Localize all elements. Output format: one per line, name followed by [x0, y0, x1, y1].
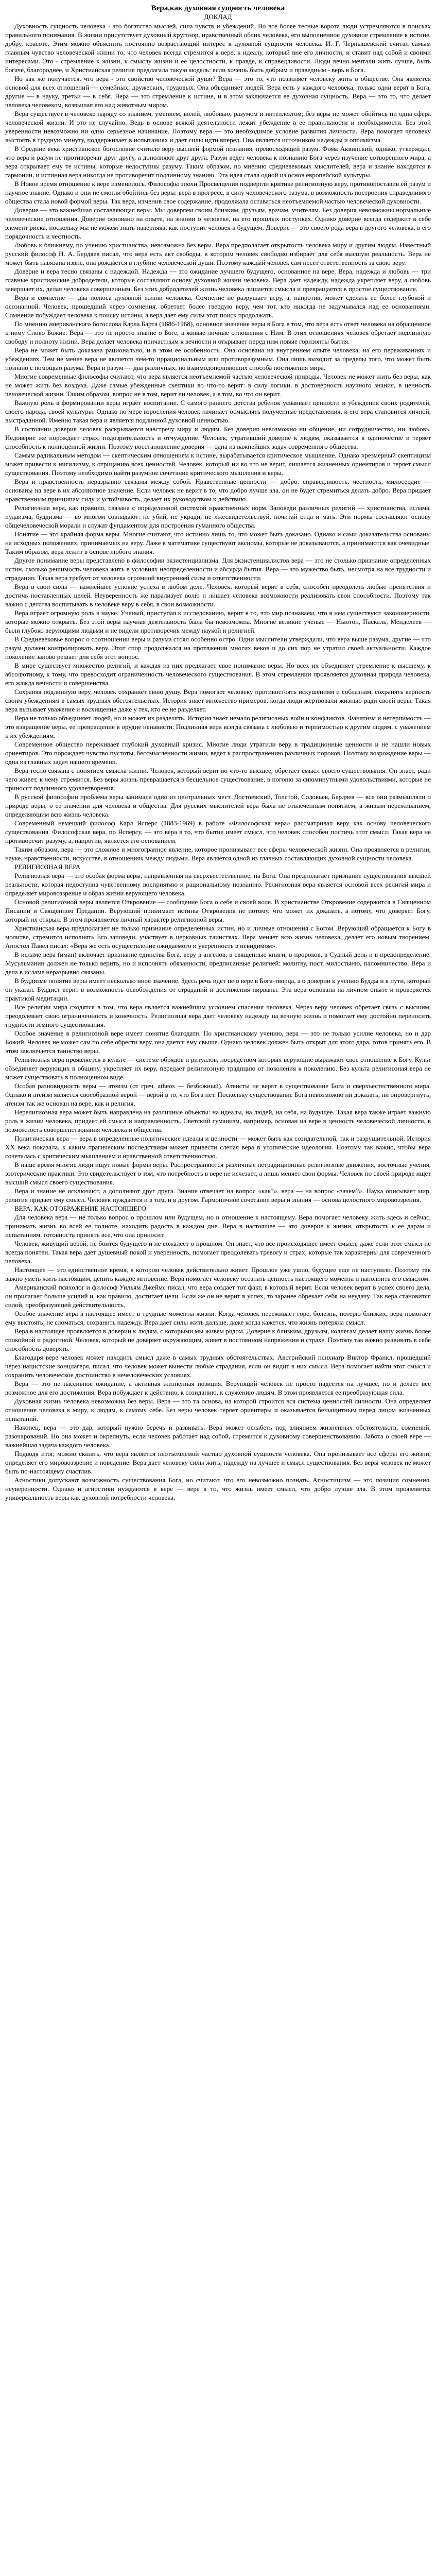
paragraph: В Новое время отношение к вере изменилось. Философы эпохи Просвещения подвергли критике религиозную веру, противопоставив ей разум и научное знание. Однако и они не смогли обойтись без веры: вера в прогресс, в силу человеческого разума, в возможность построения справедливого общества стала новой формой веры. Так вера, изменив свое содержание, продолжала оставаться неотъемлемой частью человеческой духовности.: [5, 180, 431, 205]
paragraph: Вера — это не пассивное ожидание, а активная жизненная позиция. Верующий человек не просто надеется на лучшее, но и делает все возможное для его достижения. Вера побуждает к действию, к созиданию, к служению людям. В этом проявляется ее преобразующая сила.: [5, 1380, 431, 1396]
section-heading: ВЕРА, КАК ОТОБРАЖЕНИЕ НАСТОЯЩЕГО: [14, 1205, 146, 1212]
paragraph: Основой религиозной веры является Откровение — сообщение Бога о себе и своей воле. В христианстве Откровение содержится в Священном Писании и Священном Предании. Верующий принимает истины Откровения не потому, что может их доказать, а потому, что доверяет Богу, который их открыл. В этом проявляется личный характер религиозной веры.: [5, 898, 431, 923]
paragraph: Настоящее — это единственное время, в котором человек действительно живет. Прошлое уже ушло, будущее еще не наступило. Поэтому так важно уметь жить настоящим, ценить каждое мгновение. Вера помогает человеку осознать ценность настоящего момента и наполнить его смыслом.: [5, 1266, 431, 1282]
document-subtitle: ДОКЛАД: [204, 13, 232, 21]
paragraph: Современный немецкий философ Карл Ясперс (1883-1969) в работе «Философская вера» рассматривал веру как основу человеческого существования. Философская вера, по Ясперсу, — это вера в то, что бытие имеет смысл, что человек способен постичь этот смысл. Такая вера не противоречит разуму, а, напротив, является его основанием.: [5, 819, 431, 844]
document-section: [5, 1204, 431, 1502]
paragraph: Доверие и вера тесно связаны с надеждой. Надежда — это ожидание лучшего будущего, основанное на вере. Вера, надежда и любовь — три главные христианские добродетели, которые составляют основу духовной жизни человека. Вера дает надежду, надежда укрепляет веру, а любовь завершает их, делая человека совершенным. Без этих добродетелей жизнь человека лишается смысла и превращается в простое существование.: [5, 267, 431, 293]
paragraph: Религиозная вера проявляется в культе — системе обрядов и ритуалов, посредством которых верующие выражают свое отношение к Богу. Культ объединяет верующих в общину, укрепляет их веру, передает религиозную традицию от поколения к поколению. Без культа религиозная вера не может существовать в полноценном виде.: [5, 1056, 431, 1081]
paragraph: Политическая вера — вера в определенные политические идеалы и ценности — может быть как созидательной, так и разрушительной. История XX века показала, к каким трагическим последствиям может привести слепая вера в утопические идеологии. Поэтому так важно, чтобы вера сочеталась с критическим мышлением и нравственной ответственностью.: [5, 1134, 431, 1160]
paragraph: Особое значение вера в настоящее имеет в трудные моменты жизни. Когда человек переживает горе, болезнь, потерю близких, вера помогает ему выстоять, не сломаться, сохранить надежду. Вера дает силы жить дальше, даже когда кажется, что жизнь потеряла смысл.: [5, 1310, 431, 1326]
paragraph: Таким образом, вера — это сложное и многогранное явление, которое пронизывает все сферы человеческой жизни. Она проявляется в религии, науке, нравственности, искусстве, в отношениях между людьми. Вера является одной из главных составляющих духовной сущности человека.: [5, 845, 431, 862]
paragraph: Американский психолог и философ Уильям Джеймс писал, что вера создает тот факт, в который верит. Если человек верит в успех своего дела, он прилагает больше усилий и, как правило, достигает цели. Если же он не верит в успех, то заранее обрекает себя на неудачу. Так вера становится силой, преобразующей действительность.: [5, 1283, 431, 1309]
document-section: [5, 862, 431, 1081]
paragraph: В Средние века христианское богословие считало веру высшей формой познания, превосходящей разум. Фома Аквинский, однако, утверждал, что вера и разум не противоречат друг другу, а дополняют друг друга. Разум ведет человека к познанию Бога через изучение сотворенного мира, а вера открывает ему те истины, которые недоступны разуму. Таким образом, по мнению средневековых мыслителей, вера и знание находятся в гармонии, и истинная вера никогда не противоречит подлинному знанию. Эта идея стала одной из основ европейской культуры.: [5, 145, 431, 179]
paragraph: В буддизме понятие веры имеет несколько иное значение. Здесь речь идет не о вере в Бога-творца, а о доверии к учению Будды и к пути, который он указал. Буддист верит в возможность освобождения от страданий и достижения нирваны. Эта вера основана на личном опыте и проверяется практикой медитации.: [5, 977, 431, 1002]
paragraph: Человек, живущий верой, не боится будущего и не сожалеет о прошлом. Он знает, что все происходящее имеет смысл, даже если этот смысл не всегда понятен. Такая вера дает душевный покой и уверенность, помогает преодолевать тревогу и страх, которые так характерны для современного человека.: [5, 1240, 431, 1265]
paragraph: Нерелигиозная вера может быть направлена на различные объекты: на идеалы, на людей, на себя, на будущее. Такая вера также играет важную роль в жизни человека, придает ей смысл и направленность. Светский гуманизм, например, основан на вере в ценность человеческой личности, в возможность совершенствования человека и общества.: [5, 1108, 431, 1133]
paragraph: Самым радикальным методом — скептическим отношением к истине, вырабатывается критическое мышление. Однако чрезмерный скептицизм может привести к нигилизму, к отрицанию всех ценностей. Человек, который ни во что не верит, лишается жизненных ориентиров и теряет смысл существования. Поэтому необходимо найти разумное сочетание критического мышления и веры.: [5, 451, 431, 477]
document-section: [5, 22, 431, 319]
paragraph: Современное общество переживает глубокий духовный кризис. Многие люди утратили веру в традиционные ценности и не нашли новых ориентиров. Это порождает чувство пустоты, бессмысленности жизни, ведет к распространению различных пороков. Поэтому возрождение веры — одна из главных задач нашего времени.: [5, 740, 431, 766]
paragraph: Вера и знание не исключают, а дополняют друг друга. Знание отвечает на вопрос «как?», вера — на вопрос «зачем?». Наука описывает мир, религия придает ему смысл. Человек нуждается и в том, и в другом. Гармоничное сочетание веры и знания — основа целостного мировоззрения.: [5, 1187, 431, 1204]
document-section: [5, 425, 431, 556]
paragraph: Другое понимание веры представлено в философии экзистенциализма. Для экзистенциалистов вера — это не столько признание определенных истин, сколько решимость человека жить в условиях неопределенности и абсурда бытия. Вера — это мужество быть, несмотря на все трудности и страдания. Такая вера требует от человека огромной внутренней силы и ответственности.: [5, 556, 431, 582]
paragraph: Понятие — это крайняя форма веры. Многие считают, что истинно лишь то, что может быть доказано. Однако и сами доказательства основаны на исходных положениях, принимаемых на веру. Даже в математике существуют аксиомы, которые не доказываются, а принимаются как очевидные. Таким образом, вера лежит в основе любого знания.: [5, 530, 431, 555]
paragraph: Вера в настоящее проявляется в доверии к людям, с которыми мы живем рядом. Доверие к близким, друзьям, коллегам делает нашу жизнь более спокойной и радостной. Человек, который не доверяет окружающим, живет в постоянном напряжении и страхе. Поэтому так важно развивать в себе способность доверять.: [5, 1327, 431, 1352]
paragraph: Подводя итог, можно сказать, что вера является неотъемлемой частью духовной сущности человека. Она пронизывает все сферы его жизни, определяет его мировоззрение и поведение. Вера дает человеку силы жить, надежду на лучшее и смысл существования. Без веры человек не может быть по-настоящему счастлив.: [5, 1450, 431, 1475]
paragraph: Любовь к ближнему, по учению христианства, невозможна без веры. Вера предполагает открытость человека миру и другим людям. Известный русский философ Н. А. Бердяев писал, что вера есть акт свободы, в котором человек свободно избирает для себя высшую реальность. Вера не может быть навязана извне, она рождается в глубине человеческой души. Поэтому каждый человек сам несет ответственность за свою веру.: [5, 241, 431, 266]
paragraph: Вера и сомнение — два полюса духовной жизни человека. Сомнение не разрушает веру, а, напротив, может сделать ее более глубокой и осознанной. Человек, прошедший через сомнения, обретает более твердую веру, чем тот, кто никогда не задумывался над ее основаниями. Сомнение побуждает человека к поиску истины, а вера дает ему силы этот поиск продолжать.: [5, 294, 431, 319]
document-body: [5, 22, 431, 1502]
paragraph: Все религии мира сходятся в том, что вера является важнейшим условием спасения человека. Через веру человек обретает связь с высшим, преодолевает свою ограниченность и конечность. Религиозная вера дает человеку надежду на вечную жизнь и помогает ему достойно переносить трудности земного существования.: [5, 1003, 431, 1028]
paragraph: По мнению американского богослова Карла Барта (1886-1968), основное значение веры в Бога в том, что вера есть ответ человека на обращенное к нему Слово Божие. Вера — это не просто знание о Боге, а живые личные отношения с Ним. В этих отношениях человек обретает подлинную свободу и полноту жизни. Вера делает человека причастным к вечности и открывает перед ним новые горизонты бытия.: [5, 320, 431, 345]
paragraph: Вера играет огромную роль в науке. Ученый, приступая к исследованию, верит в то, что мир познаваем, что в нем существуют закономерности, которые можно открыть. Без этой веры научная деятельность была бы невозможна. Многие великие ученые — Ньютон, Паскаль, Менделеев — были глубоко верующими людьми и не видели противоречия между наукой и религией.: [5, 609, 431, 634]
document-title: Вера,как духовная сущность человека: [151, 4, 285, 12]
paragraph: Духовная жизнь человека невозможна без веры. Вера — это та основа, на которой строится вся система ценностей личности. Она определяет отношение человека к миру, к людям, к самому себе. Без веры человек теряет ориентиры и оказывается беззащитным перед лицом жизненных испытаний.: [5, 1397, 431, 1422]
paragraph: Религиозная вера, как правило, связана с определенной системой нравственных норм. Заповеди различных религий — христианства, ислама, иудаизма, буддизма — во многом совпадают: не убий, не укради, не лжесвидетельствуй, почитай отца и мать. Эти нормы составляют основу общечеловеческой морали и служат фундаментом для построения гуманного общества.: [5, 504, 431, 529]
paragraph: Многие современные философы считают, что вера является неотъемлемой частью человеческой природы. Человек не может жить без веры, как не может жить без воздуха. Даже самые убежденные скептики во что-то верят: в силу логики, в достоверность научного знания, в ценность человеческой жизни. Таким образом, вопрос не в том, верит ли человек, а в том, во что он верит.: [5, 372, 431, 398]
paragraph: В мире существует множество религий, и каждая из них предлагает свое понимание веры. Но всех их объединяет стремление к высшему, к абсолютному, к тому, что превосходит ограниченность человеческого существования. В этом стремлении проявляется духовная природа человека, его жажда вечности и совершенства.: [5, 662, 431, 687]
paragraph: Религиозная вера — это особая форма веры, направленная на сверхъестественное, на Бога. Она предполагает признание существования высшей реальности, которая недоступна чувственному восприятию и рациональному познанию. Религиозная вера является основой всех религий мира и определяет мировоззрение и образ жизни верующего человека.: [5, 872, 431, 897]
paragraph: Христианская вера предполагает не только признание определенных истин, но и личные отношения с Богом. Верующий обращается к Богу в молитве, стремится исполнять Его заповеди, участвует в церковных таинствах. Вера меняет всю жизнь человека, делает его новым творением. Апостол Павел писал: «Вера же есть осуществление ожидаемого и уверенность в невидимом».: [5, 924, 431, 950]
paragraph: В наше время многие люди ищут новые формы веры. Распространяются различные нетрадиционные религиозные движения, восточные учения, эзотерические практики. Это свидетельствует о том, что потребность в вере не исчезает, а лишь меняет свои формы. Человек по своей природе ищет высший смысл своего существования.: [5, 1161, 431, 1186]
paragraph: Вера не может быть доказана рационально, и в этом ее особенность. Она основана на внутреннем опыте человека, на его переживаниях и убеждениях. Тем не менее вера не является чем-то иррациональным или противоразумным. Она лишь выходит за пределы того, что может быть познано с помощью разума. Вера и разум — два различных, но взаимодополняющих способа постижения мира.: [5, 346, 431, 371]
document-section: [5, 556, 431, 661]
paragraph: Сохраняя подлинную веру, человек сохраняет свою душу. Вера помогает человеку противостоять искушениям и соблазнам, сохранять верность своим убеждениям в самых трудных обстоятельствах. История знает множество примеров, когда люди жертвовали жизнью ради своей веры. Такая вера вызывает уважение и восхищение даже у тех, кто ее не разделяет.: [5, 688, 431, 713]
paragraph: Но как же получается, что вера - это свойство человеческой души? Вера — это то, что позволяет человеку жить в обществе. Она является основой для всех отношений — семейных, дружеских, трудовых. Она объединяет людей. Вера есть у каждого человека, только одни верят в Бога, другие — в науку, третьи — в себя. Вера — это стремление к истине, и в этом заключается ее духовная сущность. Вера — это то, что делает человека человеком, возвышая его над животным миром.: [5, 75, 431, 109]
paragraph: Благодаря вере человек может находить смысл даже в самых трудных обстоятельствах. Австрийский психиатр Виктор Франкл, прошедший через нацистские концлагеря, писал, что человек может вынести любые страдания, если он видит в них смысл. Вера помогает найти этот смысл и сохранить человеческое достоинство в нечеловеческих условиях.: [5, 1353, 431, 1379]
paragraph: Особое значение в религиозной вере имеет понятие благодати. По христианскому учению, вера — это не только усилие человека, но и дар Божий. Человек не может сам по себе обрести веру, она дается ему свыше. Однако человек должен быть открыт для этого дара, готов принять его. В этом заключается таинство веры.: [5, 1029, 431, 1055]
paragraph: Вера и нравственность неразрывно связаны между собой. Нравственные ценности — добро, справедливость, честность, милосердие — основаны на вере в их абсолютное значение. Если человек не верит в то, что добро лучше зла, он не будет стремиться делать добро. Вера придает нравственным принципам силу и устойчивость, делает их руководством к действию.: [5, 478, 431, 503]
paragraph: Наконец, вера — это дар, который нужно беречь и развивать. Вера может ослабеть под влиянием жизненных обстоятельств, сомнений, разочарований. Но она может и окрепнуть, если человек работает над собой, стремится к духовному совершенствованию. Забота о своей вере — важнейшая задача каждого человека.: [5, 1423, 431, 1449]
paragraph: Важную роль в формировании веры играет воспитание. С самого раннего детства ребенок усваивает ценности и убеждения своих родителей, своего народа, своей культуры. Однако по мере взросления человек начинает осмыслять полученные представления, и его вера становится личной, выстраданной. Именно такая вера и является подлинной духовной ценностью.: [5, 399, 431, 424]
paragraph: В исламе вера (иман) включает признание единства Бога, веру в ангелов, в священные книги, в пророков, в Судный день и в предопределение. Мусульманин должен не только верить, но и исполнять обязанности, предписанные религией: молитву, пост, милостыню, паломничество. Вера и дела в исламе неразрывно связаны.: [5, 951, 431, 976]
section-heading: РЕЛИГИОЗНАЯ ВЕРА: [14, 863, 81, 871]
paragraph: Вера в свои силы — важнейшее условие успеха в любом деле. Человек, который верит в себя, способен преодолеть любые препятствия и достичь поставленных целей. Неуверенность же парализует волю и лишает человека возможности реализовать свои способности. Поэтому так важно с детства воспитывать в человеке веру в себя, в свои возможности.: [5, 583, 431, 608]
paragraph: Вера существует в человеке наряду со знанием, умением, волей, любовью, разумом и интеллектом; без веры не может обойтись ни одна сфера человеческой жизни. И это не случайно. Ведь в основе всякой деятельности лежит убеждение в ее правильности и необходимости. Без этой уверенности невозможно ни одно серьезное начинание. Поэтому вера — это необходимое условие развития личности. Вера помогает человеку выстоять в трудную минуту, поддерживает в испытаниях и дает силы идти вперед. Она является источником надежды и оптимизма.: [5, 110, 431, 144]
paragraph: Агностики допускают возможность существования Бога, но считают, что его невозможно познать. Агностицизм — это позиция сомнения, неуверенности. Однако и агностики нуждаются в вере — вере в то, что жизнь имеет смысл, что добро лучше зла. В этом проявляется универсальность веры как духовной потребности человека.: [5, 1476, 431, 1501]
paragraph: Особая разновидность веры — атеизм (от греч. atheos — безбожный). Атеисты не верят в существование Бога и сверхъестественного мира. Однако и атеизм является своеобразной верой — верой в то, что Бога нет. Поскольку существование Бога невозможно ни доказать, ни опровергнуть, атеизм так же основан на вере, как и религия.: [5, 1082, 431, 1107]
paragraph: Вера тесно связана с понятием смысла жизни. Человек, который верит во что-то высшее, обретает смысл своего существования. Он знает, ради чего живет, к чему стремится. Без веры жизнь превращается в бесцельное существование, в погоню за сиюминутными удовольствиями, которые не приносят подлинного удовлетворения.: [5, 767, 431, 792]
document-section: [5, 661, 431, 766]
paragraph: В состоянии доверия человек раскрывается навстречу миру и людям. Без доверия невозможно ни общение, ни сотрудничество, ни любовь. Недоверие же порождает страх, подозрительность и отчуждение. Человек, утративший доверие к людям, оказывается в одиночестве и теряет способность к полноценной жизни. Поэтому восстановление доверия — одна из важнейших задач современного общества.: [5, 425, 431, 450]
paragraph: Для человека вера — не только вопрос о прошлом или будущем, но и отношение к настоящему. Вера помогает человеку жить здесь и сейчас, принимать жизнь во всей ее полноте, находить радость в каждом дне. Вера в настоящее — это доверие к жизни, открытость к ее дарам и испытаниям, готовность принять все, что она приносит.: [5, 1213, 431, 1239]
paragraph: В русской философии проблема веры занимала одно из центральных мест. Достоевский, Толстой, Соловьев, Бердяев — все они размышляли о природе веры, о ее значении для человека и общества. Для русских мыслителей вера была не отвлеченным понятием, а живым переживанием, определяющим всю жизнь человека.: [5, 793, 431, 818]
paragraph: Духовность сущность человека - это богатство мыслей, сила чувств и убеждений. Во все более тесные ворота люди устремляются в поисках правильного понимания. В жизни присутствует духовный кругозор, нравственный облик человека, его выполненное духовное стремление к истине, добру, красоте. Этим можно объяснить постоянно возрастающий интерес к духовной сущности человека. И. Г. Чернышевский считал самым главным чувство человеческой жизни то, что человек всегда стремится к вере, к идеалу, который вне его личности, и ставит над собой и своими интересами. Это - стремление к жизни, к смыслу жизни и ее целостности, к правде, к справедливости. Люди вечно мечтали жить лучше, быть богаче, благороднее, и Христианская религия предлагала такую модель: если хочешь быть добрым и праведным - верь в Бога.: [5, 22, 431, 74]
paragraph: Вера не только объединяет людей, но и может их разделять. История знает немало религиозных войн и конфликтов. Фанатизм и нетерпимость — это извращение веры, ее превращение в орудие ненависти. Подлинная вера всегда связана с любовью и терпимостью к другим людям, с уважением к их убеждениям.: [5, 714, 431, 739]
document-section: [5, 766, 431, 862]
document-section: [5, 1081, 431, 1204]
paragraph: В Средневековье вопрос о соотношении веры и разума стоял особенно остро. Одни мыслители утверждали, что вера выше разума, другие — что разум должен контролировать веру. Этот спор продолжался на протяжении многих веков и до сих пор не утратил своей актуальности. Каждое поколение заново решает для себя этот вопрос.: [5, 635, 431, 660]
document-section: [5, 319, 431, 425]
paragraph: Доверие — это важнейшая составляющая веры. Мы доверяем своим близким, друзьям, врачам, учителям. Без доверия невозможны нормальные человеческие отношения. Доверие основано на опыте, на знании о человеке, на его прошлых поступках. Однако доверие всегда содержит в себе элемент риска, поскольку мы не можем знать наверняка, как поступит человек в будущем. Доверие — это своего рода вера в другого человека, в его порядочность и честность.: [5, 206, 431, 240]
